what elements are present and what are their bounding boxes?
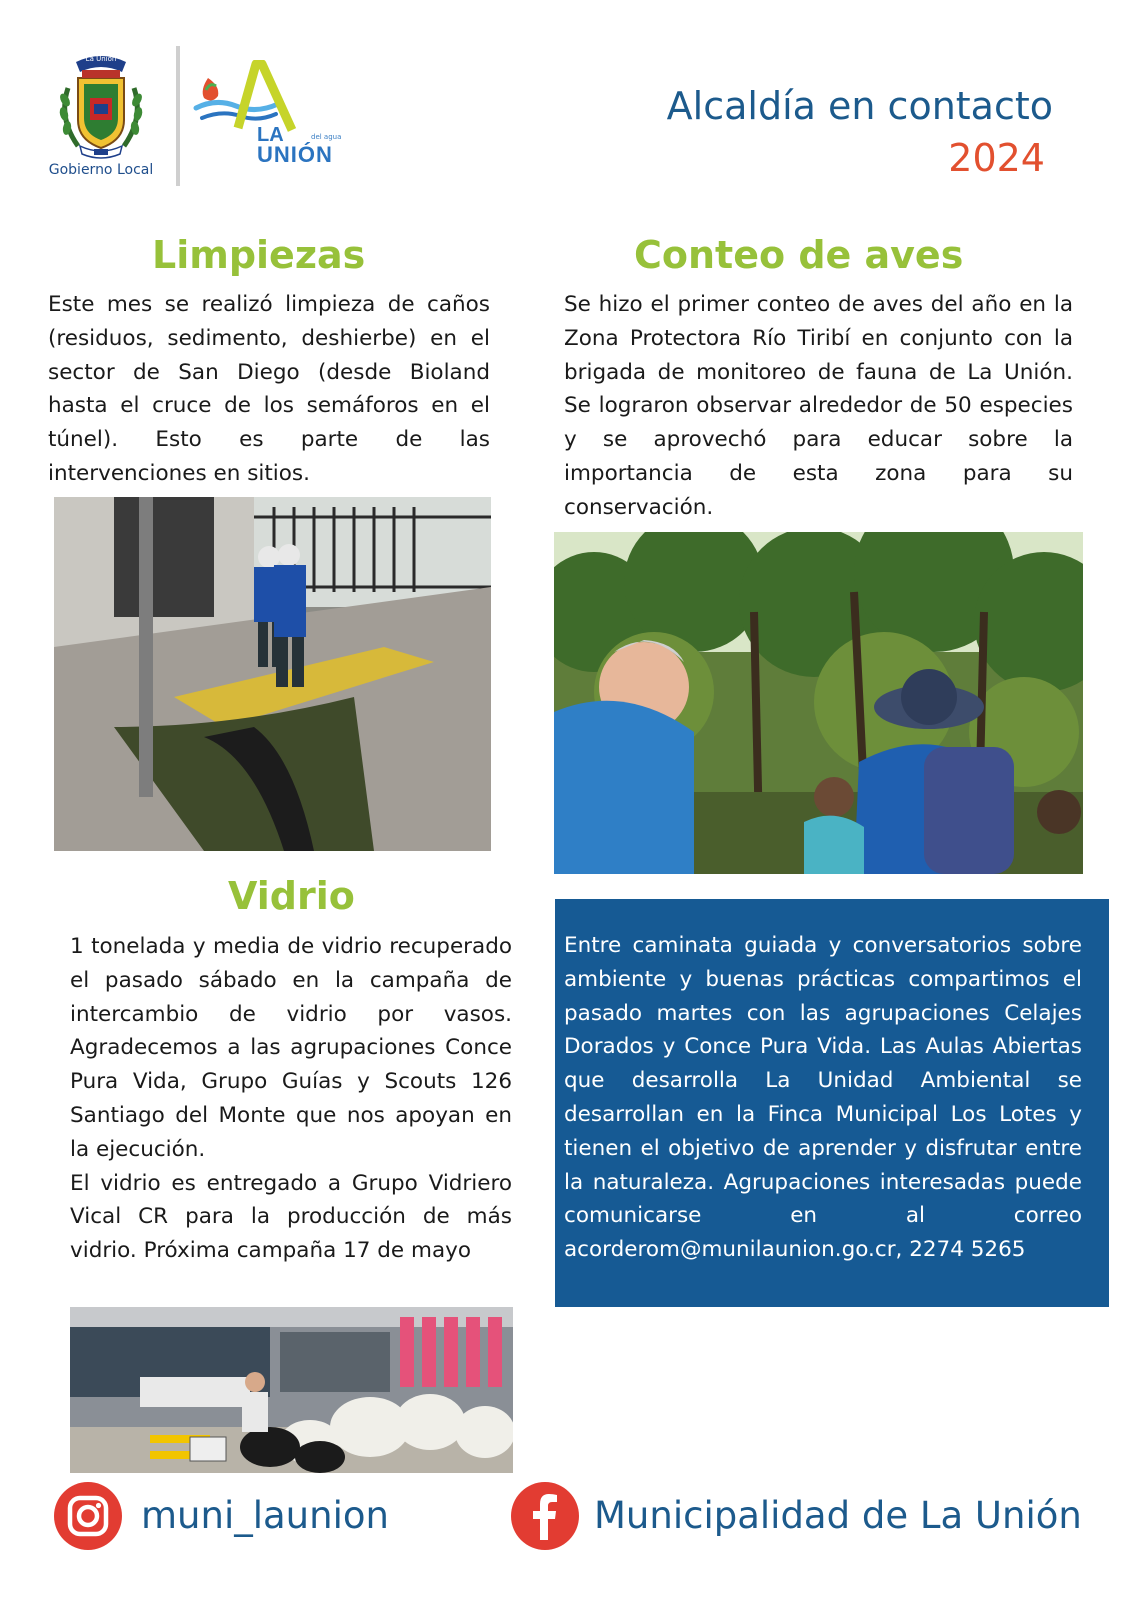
vidrio-title: Vidrio (228, 874, 355, 918)
instagram-icon[interactable] (54, 1482, 122, 1550)
limpiezas-paragraph: Este mes se realizó limpieza de caños (residuos, sedimento, deshierbe) en el sector de San Diego (desde Bioland hasta el cruce de los semáforos en el túnel). Esto es parte de las intervenciones en sitios. (48, 292, 490, 486)
brand-la-text: LA (257, 124, 284, 146)
aves-text (564, 288, 1073, 525)
limpiezas-photo (54, 497, 491, 851)
vidrio-paragraph-2: El vidrio es entregado a Grupo Vidriero Vical CR para la producción de más vidrio. Próxima campaña 17 de mayo (70, 1170, 512, 1264)
aves-photo (554, 532, 1083, 874)
facebook-page-name[interactable]: Municipalidad de La Unión (594, 1494, 1082, 1537)
crest-ribbon-text: La Unión (85, 55, 117, 63)
aulas-abiertas-box (555, 899, 1109, 1307)
header-divider (176, 46, 180, 186)
issue-title: Alcaldía en contacto (666, 84, 1053, 128)
instagram-handle[interactable]: muni_launion (141, 1494, 389, 1537)
limpiezas-title: Limpiezas (152, 233, 366, 277)
vidrio-text (70, 930, 512, 1268)
facebook-icon[interactable] (511, 1482, 579, 1550)
brand-tagline: del agua (311, 133, 342, 141)
water-drop-a-icon (192, 60, 302, 140)
limpiezas-text (48, 288, 490, 491)
crest-emblem-icon (56, 48, 146, 162)
crest-label: Gobierno Local (48, 162, 154, 178)
aves-title: Conteo de aves (634, 233, 964, 277)
vidrio-photo (70, 1307, 513, 1473)
issue-year: 2024 (948, 136, 1045, 180)
la-union-brand-logo (192, 60, 367, 172)
municipal-crest-logo (40, 48, 162, 184)
aulas-paragraph: Entre caminata guiada y conversatorios sobre ambiente y buenas prácticas compartimos el pasado martes con las agrupaciones Celajes Dorados y Conce Pura Vida. Las Aulas Abiertas que desarrolla La Unidad Ambiental se desarrollan en la Finca Municipal Los Lotes y tienen el objetivo de aprender y disfrutar entre la naturaleza. Agrupaciones interesadas puede comunicarse en al correo acorderom@munilaunion.go.cr, 2274 5265 (564, 933, 1082, 1263)
brand-union-text: UNIÓN (257, 142, 333, 167)
aulas-text (564, 929, 1082, 1267)
vidrio-paragraph-1: 1 tonelada y media de vidrio recuperado el pasado sábado en la campaña de intercambio de vidrio por vasos. Agradecemos a las agrupaciones Conce Pura Vida, Grupo Guías y Scouts 126 Santiago del Monte que nos apoyan en la ejecución. (70, 934, 512, 1162)
aves-paragraph: Se hizo el primer conteo de aves del año en la Zona Protectora Río Tiribí en conjunto con la brigada de monitoreo de fauna de La Unión. Se lograron observar alrededor de 50 especies y se aprovechó para educar sobre la importancia de esta zona para su conservación. (564, 292, 1073, 520)
